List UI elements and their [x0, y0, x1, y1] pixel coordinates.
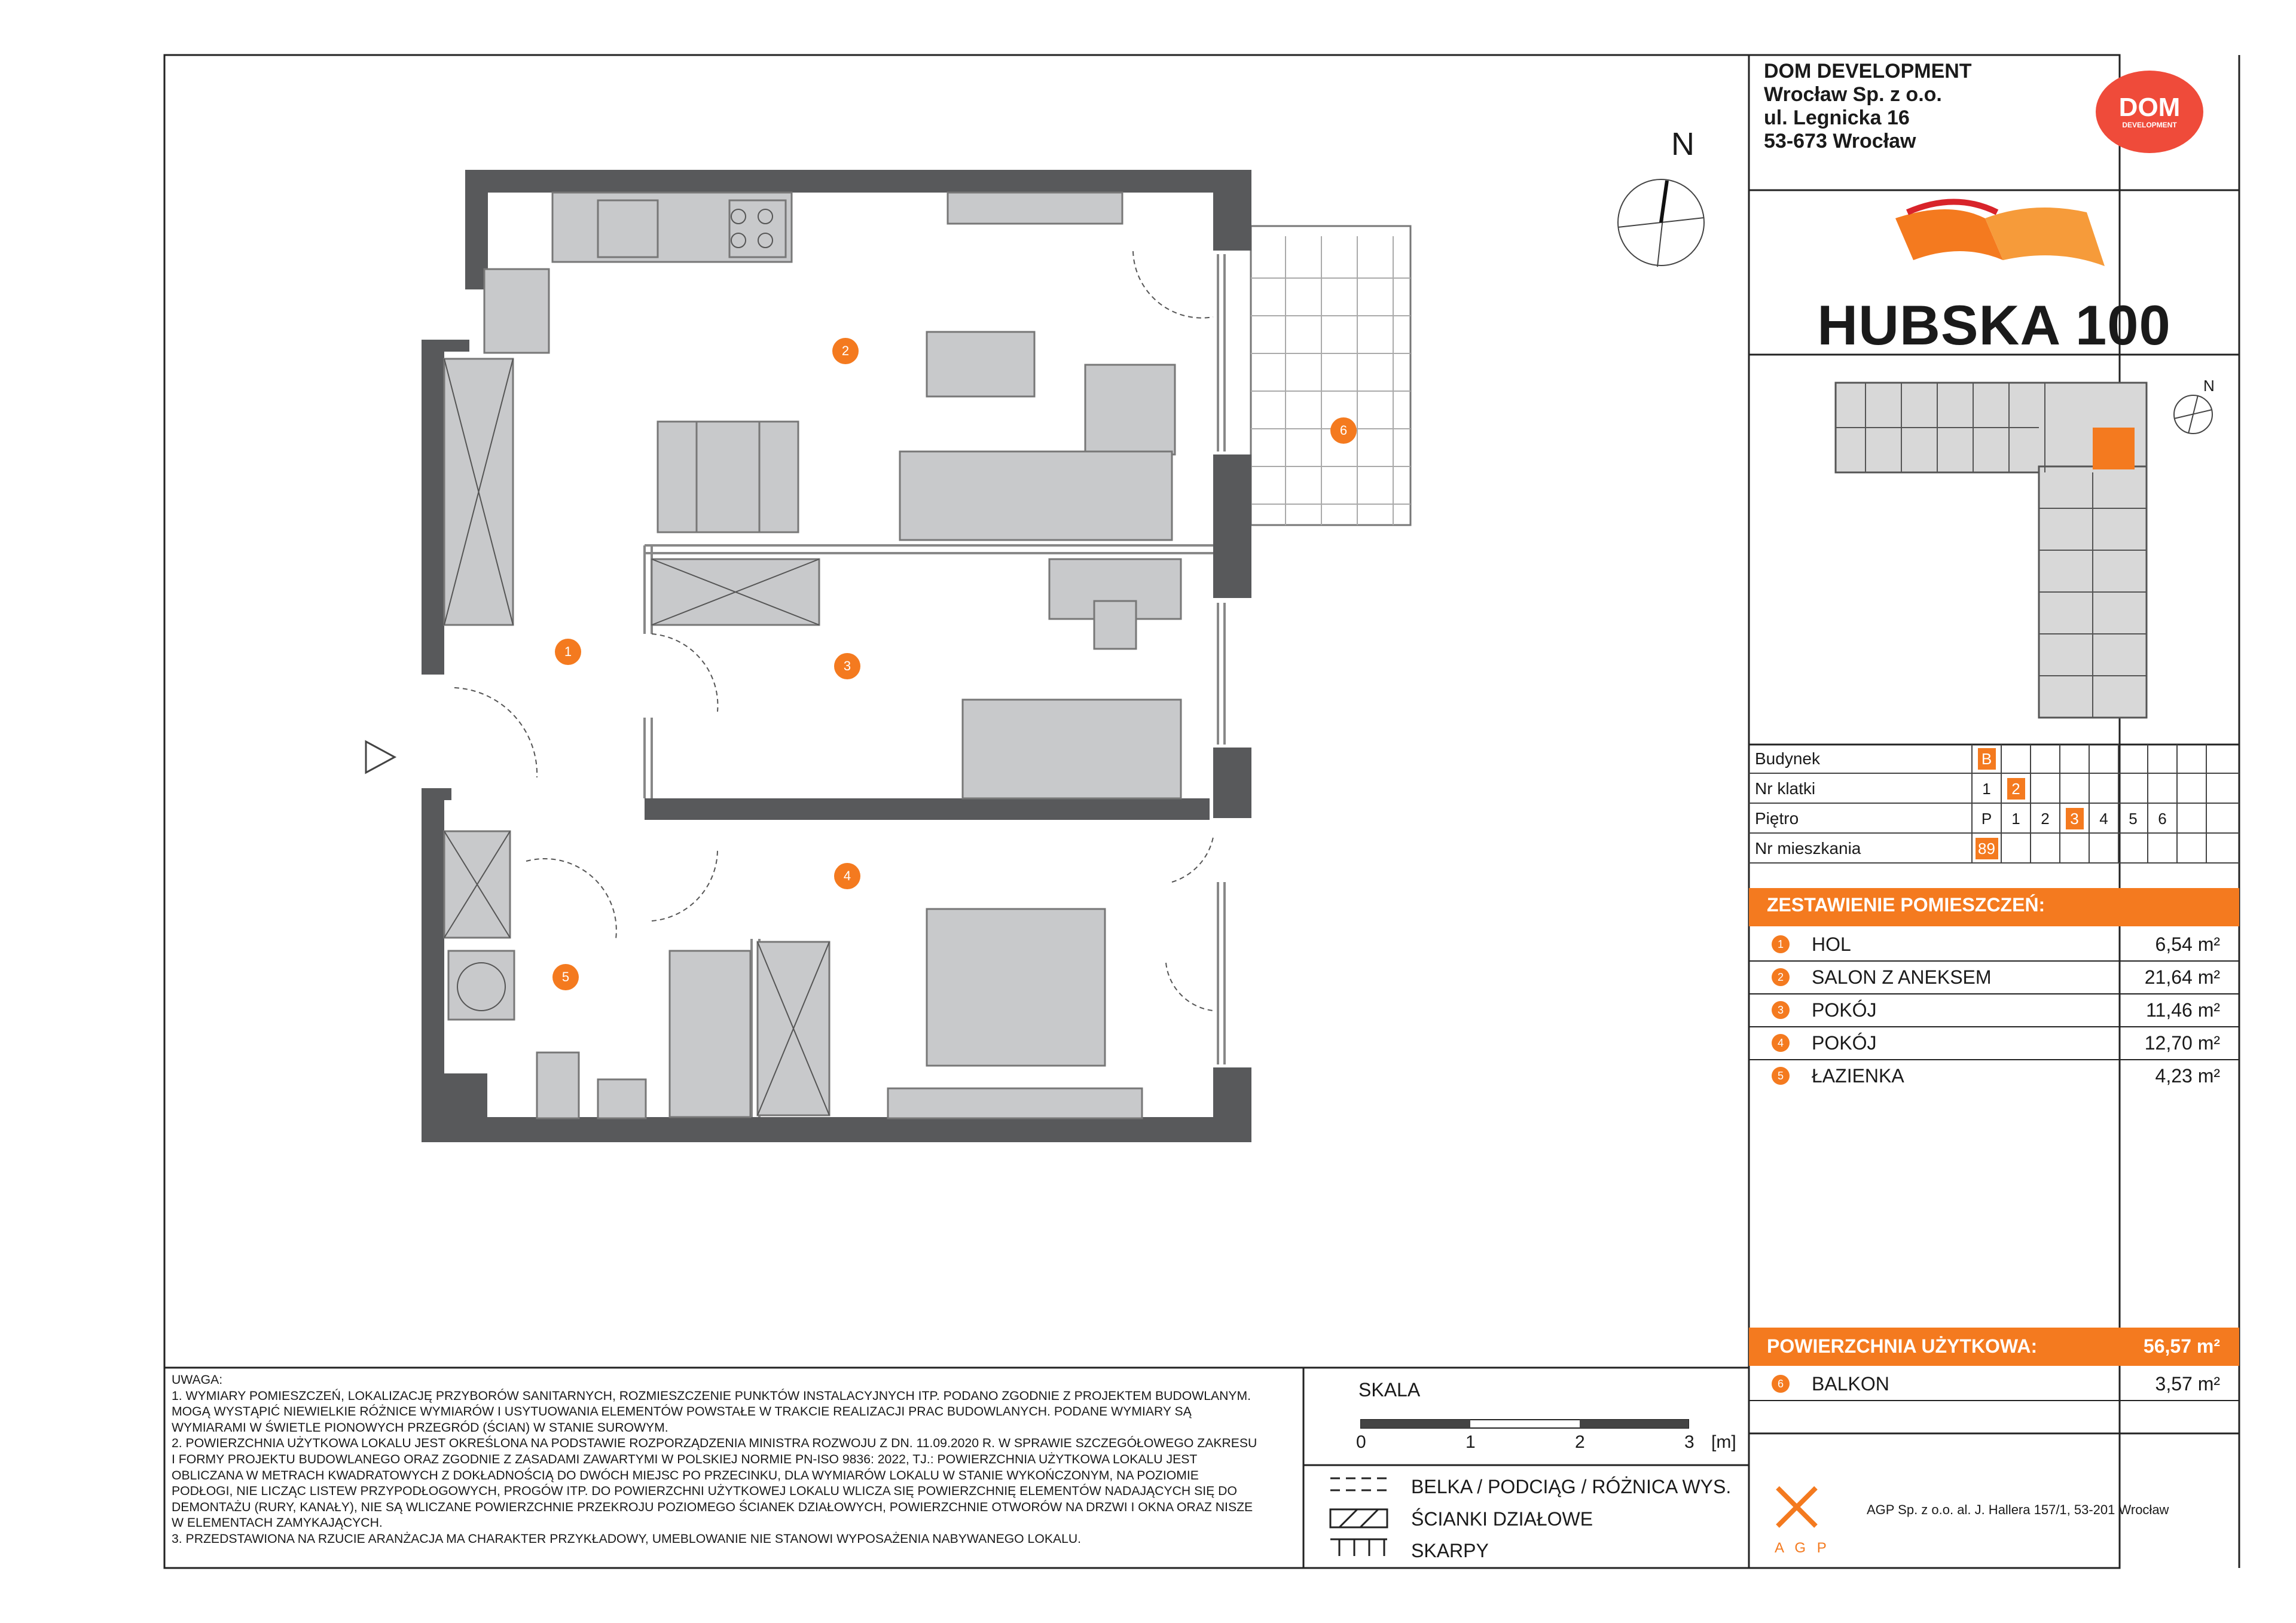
info-value-pietro-p: P [1981, 810, 1992, 828]
plan-room-marker-3: 3 [834, 653, 860, 679]
legend-item-partition: ŚCIANKI DZIAŁOWE [1411, 1508, 1593, 1530]
plan-room-marker-4: 4 [834, 863, 860, 889]
summary-row-4 [1749, 1027, 2239, 1060]
total-area-label: POWIERZCHNIA UŻYTKOWA: [1767, 1335, 2038, 1357]
slope-symbol-icon [1330, 1539, 1387, 1556]
company-block [1764, 60, 1972, 153]
plan-room-marker-2: 2 [832, 338, 859, 364]
notes-line-4: 2. POWIERZCHNIA UŻYTKOWA LOKALU JEST OKREŚLONA NA PODSTAWIE ROZPORZĄDZENIA MINISTRA ROZWOJU Z DN. 11.09.2020 R. W SPRAWIE SZCZEGÓŁOWEGO ZAKRESU [172, 1436, 1257, 1451]
notes-line-5: I FORMY PROJEKTU BUDOWLANEGO ORAZ ZGODNIE Z ZASADAMI ZAWARTYMI W POLSKIEJ NORMIE PN-ISO 9836: 2022, TJ.: POWIERZCHNIA UŻYTKOWA LOKALU JEST [172, 1452, 1198, 1466]
film-strip-icon [1889, 194, 2117, 290]
info-value-pietro-3: 3 [2060, 804, 2089, 833]
summary-name-5: ŁAZIENKA [1812, 1065, 1904, 1087]
notes-line-7: PODŁOGI, NIE LICZĄC LISTEW PRZYPODŁOGOWYCH, PROGÓW ITP. DO POWIERZCHNI UŻYTKOWEJ LOKALU WLICZA SIĘ POWIERZCHNIĘ ELEMENTÓW NADAJĄCYCH SIĘ DO [172, 1484, 1237, 1499]
agp-logo-text: A G P [1775, 1540, 1830, 1556]
company-line2: Wrocław Sp. z o.o. [1764, 83, 1942, 106]
project-title: HUBSKA 100 [1817, 294, 2171, 356]
summary-area-6: 3,57 m² [2155, 1373, 2220, 1395]
entrance-arrow [366, 742, 395, 773]
scale-label: SKALA [1358, 1379, 1421, 1401]
key-plan-north-label: N [2203, 377, 2215, 395]
info-value-pietro-5: 5 [2129, 810, 2138, 828]
agp-logo-icon [1773, 1483, 1821, 1531]
info-value-klatka-1: 1 [1982, 780, 1991, 798]
summary-area-2: 21,64 m² [2144, 966, 2220, 988]
beam-symbol-icon [1330, 1478, 1387, 1490]
summary-num-5: 5 [1772, 1067, 1790, 1085]
company-line3: ul. Legnicka 16 [1764, 106, 1910, 129]
info-value-pietro-2: 2 [2041, 810, 2050, 828]
plan-room-marker-1: 1 [555, 639, 581, 665]
summary-name-4: POKÓJ [1812, 1032, 1877, 1054]
wall-holes [488, 193, 552, 266]
info-label-pietro: Piętro [1755, 809, 1799, 828]
summary-area-5: 4,23 m² [2155, 1065, 2220, 1087]
dom-development-logo [2096, 71, 2203, 153]
scale-tick-3: 3 [1684, 1432, 1694, 1452]
notes-title: UWAGA: [172, 1373, 223, 1387]
info-label-budynek: Budynek [1755, 749, 1820, 768]
summary-row-5 [1749, 1060, 2239, 1092]
summary-row-balcony [1749, 1368, 2239, 1400]
notes-line-1: 1. WYMIARY POMIESZCZEŃ, LOKALIZACJĘ PRZYBORÓW SANITARNYCH, ROZMIESZCZENIE PUNKTÓW INSTALACYJNYCH ITP. PODANO ZGODNIE Z PROJEKTEM BUDOWLANYM. [172, 1389, 1251, 1403]
notes-line-9: W ELEMENTACH ZAMYKAJĄCYCH. [172, 1516, 383, 1530]
info-value-mieszkanie: 89 [1972, 834, 2001, 863]
scale-tick-0: 0 [1356, 1432, 1366, 1452]
info-value-pietro-1: 1 [2011, 810, 2020, 828]
summary-num-4: 4 [1772, 1034, 1790, 1052]
scale-unit: [m] [1711, 1432, 1736, 1452]
legend-symbols [1327, 1472, 1393, 1562]
company-line4: 53-673 Wrocław [1764, 130, 1916, 152]
notes-line-8: DEMONTAŻU (RURY, KANAŁY), NIE SĄ WLICZANE POWIERZCHNIE PRZEKROJU POZIOMEGO ŚCIANEK DZIAŁOWYCH, POWIERZCHNIE OTWORÓW NA DRZWI I OKNA ORAZ NISZE [172, 1500, 1253, 1514]
summary-row-2 [1749, 961, 2239, 994]
balcony [1251, 226, 1410, 525]
total-area-bar [1749, 1328, 2239, 1366]
summary-name-3: POKÓJ [1812, 999, 1877, 1021]
info-label-mieszkanie: Nr mieszkania [1755, 839, 1861, 858]
north-label: N [1671, 126, 1694, 162]
info-value-klatka-2: 2 [2001, 774, 2031, 803]
notes-line-6: OBLICZANA W METRACH KWADRATOWYCH Z DOKŁADNOŚCIĄ DO DWÓCH MIEJSC PO PRZECINKU, DLA WYMIARÓW LOKALU W STANIE WYKOŃCZONYM, NA POZIOMIE [172, 1468, 1199, 1482]
summary-header: ZESTAWIENIE POMIESZCZEŃ: [1767, 894, 2045, 916]
summary-num-6: 6 [1772, 1375, 1790, 1393]
summary-area-1: 6,54 m² [2155, 933, 2220, 955]
info-value-pietro-4: 4 [2099, 810, 2108, 828]
notes-line-2: MOGĄ WYSTĄPIĆ NIEWIELKIE RÓŻNICE WYMIARÓW I USYTUOWANIA ELEMENTÓW POWSTAŁE W TRAKCIE REALIZACJI PRAC BUDOWLANYCH. PODANE WYMIARY SĄ [172, 1405, 1192, 1419]
summary-header-bar [1749, 888, 2239, 926]
partition-wall-symbol-icon [1330, 1509, 1387, 1527]
notes-line-3: WYMIARAMI W ŚWIETLE PIONOWYCH PRZEGRÓD (ŚCIAN) W STANIE SUROWYM. [172, 1420, 668, 1435]
logo-text: DOM [2118, 93, 2181, 122]
scale-bar [1357, 1417, 1692, 1432]
info-label-klatka: Nr klatki [1755, 779, 1816, 798]
summary-row-1 [1749, 928, 2239, 962]
summary-area-3: 11,46 m² [2146, 999, 2220, 1021]
summary-row-3 [1749, 994, 2239, 1027]
notes-line-10: 3. PRZEDSTAWIONA NA RZUCIE ARANŻACJA MA CHARAKTER PRZYKŁADOWY, UMEBLOWANIE NIE STANOWI WYPOSAŻENIA NABYWANEGO LOKALU. [172, 1532, 1082, 1546]
plan-room-marker-5: 5 [552, 964, 579, 990]
legend-item-slope: SKARPY [1411, 1540, 1489, 1561]
scale-tick-1: 1 [1465, 1432, 1476, 1452]
architect-address: AGP Sp. z o.o. al. J. Hallera 157/1, 53-201 Wrocław [1867, 1502, 2169, 1517]
compass-icon [1614, 177, 1710, 273]
summary-area-4: 12,70 m² [2144, 1032, 2220, 1054]
summary-num-1: 1 [1772, 935, 1790, 953]
plan-room-marker-6: 6 [1330, 417, 1357, 444]
logo-subtext: DEVELOPMENT [2122, 121, 2177, 129]
scale-tick-2: 2 [1575, 1432, 1585, 1452]
summary-name-6: BALKON [1812, 1373, 1889, 1395]
total-area-value: 56,57 m² [2143, 1335, 2220, 1357]
summary-name-1: HOL [1812, 933, 1851, 955]
legend-item-beam: BELKA / PODCIĄG / RÓŻNICA WYS. [1411, 1476, 1732, 1497]
summary-name-2: SALON Z ANEKSEM [1812, 966, 1992, 988]
summary-num-3: 3 [1772, 1001, 1790, 1019]
building-key-plan [1830, 377, 2164, 724]
key-plan-compass-icon [2170, 392, 2218, 440]
info-value-budynek: B [1972, 745, 2001, 773]
info-value-pietro-6: 6 [2158, 810, 2167, 828]
company-name: DOM DEVELOPMENT [1764, 60, 1972, 83]
notes-block [172, 1372, 1296, 1548]
summary-num-2: 2 [1772, 968, 1790, 986]
